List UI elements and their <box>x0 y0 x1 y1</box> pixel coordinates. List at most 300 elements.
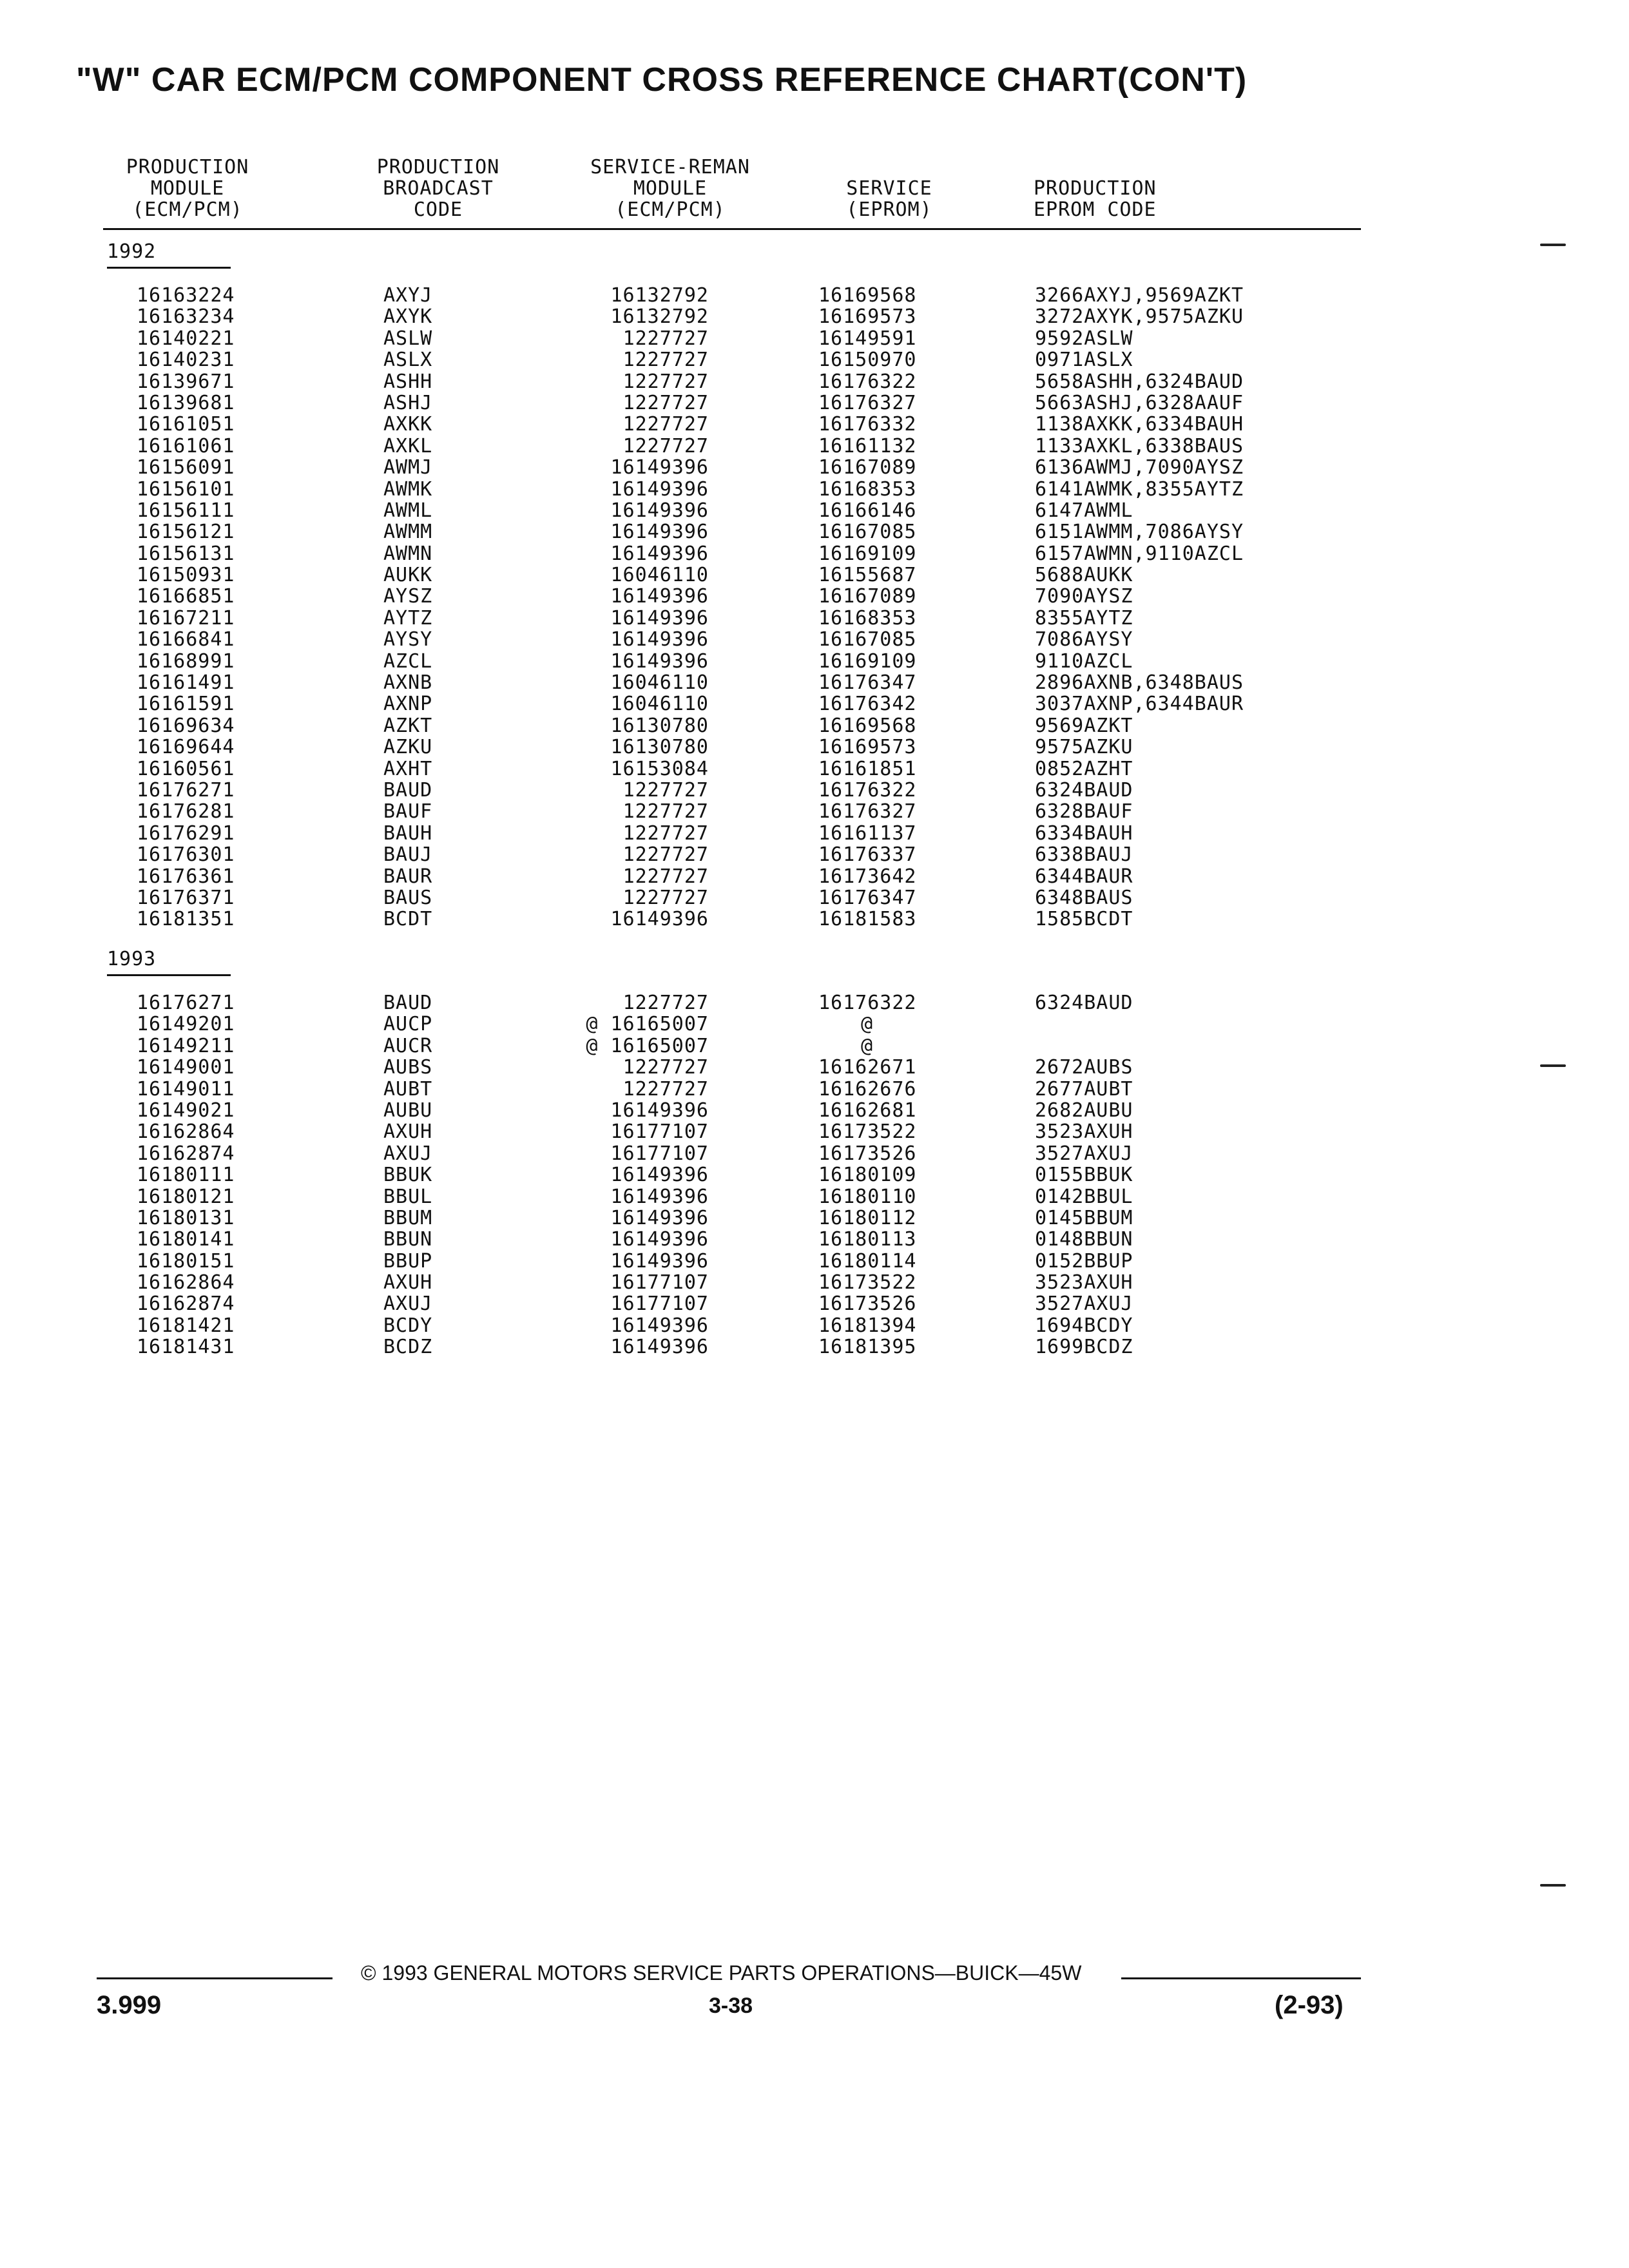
broadcast-code-cell: AXUJ <box>383 1293 433 1316</box>
production-module-cell: 16162864 <box>137 1120 235 1144</box>
broadcast-code-cell: BAUD <box>383 992 433 1014</box>
table-row <box>0 349 1629 370</box>
service-eprom-cell: 16169573 <box>818 305 917 329</box>
eprom-code-cell: 3523AXUH <box>1035 1120 1133 1144</box>
header-line: MODULE <box>633 177 708 200</box>
eprom-code-cell: 6147AWML <box>1035 499 1133 522</box>
production-module-cell: 16139681 <box>137 391 235 414</box>
eprom-code-cell: 0152BBUP <box>1035 1249 1133 1273</box>
production-module-cell: 16176271 <box>137 778 235 802</box>
production-module-cell: 16176291 <box>137 822 235 845</box>
table-row <box>0 629 1629 650</box>
table-row <box>0 457 1629 478</box>
table-row <box>0 564 1629 586</box>
eprom-code-cell: 3523AXUH <box>1035 1271 1133 1294</box>
production-module-cell: 16162864 <box>137 1271 235 1294</box>
service-reman-cell: 16149396 <box>610 1228 709 1251</box>
service-eprom-cell: 16176332 <box>818 413 917 436</box>
table-row <box>0 1164 1629 1186</box>
production-module-cell: 16180131 <box>137 1206 235 1229</box>
production-module-cell: 16162874 <box>137 1142 235 1165</box>
header-line: (ECM/PCM) <box>615 198 726 221</box>
table-row <box>0 758 1629 780</box>
table-row <box>0 543 1629 564</box>
service-eprom-cell: 16173522 <box>818 1120 917 1144</box>
service-eprom-cell: 16161132 <box>818 434 917 457</box>
service-reman-cell: 1227727 <box>622 800 709 823</box>
service-eprom-cell: 16169568 <box>818 284 917 307</box>
service-eprom-cell: 16176322 <box>818 370 917 393</box>
table-row <box>0 1143 1629 1164</box>
broadcast-code-cell: BBUN <box>383 1228 433 1251</box>
service-reman-cell: 16149396 <box>610 628 709 651</box>
service-eprom-cell: 16176322 <box>818 992 917 1014</box>
service-eprom-cell: 16181394 <box>818 1314 917 1337</box>
table-row <box>0 1251 1629 1272</box>
production-module-cell: 16176281 <box>137 800 235 823</box>
broadcast-code-cell: AXUH <box>383 1271 433 1294</box>
header-service-reman <box>567 157 773 220</box>
eprom-code-cell: 6324BAUD <box>1035 778 1133 802</box>
broadcast-code-cell: AYTZ <box>383 606 433 629</box>
service-eprom-cell: 16168353 <box>818 477 917 501</box>
service-reman-cell: 16149396 <box>610 1314 709 1337</box>
broadcast-code-cell: BAUJ <box>383 843 433 867</box>
service-eprom-cell: 16155687 <box>818 564 917 587</box>
service-reman-cell: 16132792 <box>610 305 709 329</box>
service-eprom-cell: 16176322 <box>818 778 917 802</box>
table-row <box>0 651 1629 672</box>
broadcast-code-cell: BBUM <box>383 1206 433 1229</box>
service-eprom-cell: 16176347 <box>818 886 917 909</box>
service-eprom-cell: 16167085 <box>818 521 917 544</box>
broadcast-code-cell: AZCL <box>383 649 433 673</box>
production-module-cell: 16161491 <box>137 671 235 695</box>
service-reman-cell: 16177107 <box>610 1271 709 1294</box>
section-year-1992: 1992 <box>107 240 157 263</box>
service-reman-cell: 16149396 <box>610 1164 709 1187</box>
production-module-cell: 16156091 <box>137 456 235 479</box>
service-eprom-cell: 16180113 <box>818 1228 917 1251</box>
header-eprom-code <box>1034 178 1291 220</box>
eprom-code-cell: 6151AWMM,7086AYSY <box>1035 521 1244 544</box>
production-module-cell: 16180111 <box>137 1164 235 1187</box>
service-eprom-cell: 16169109 <box>818 542 917 565</box>
broadcast-code-cell: BBUL <box>383 1185 433 1208</box>
footer-rule-right <box>1121 1977 1361 1979</box>
service-reman-cell: @ 16165007 <box>586 1034 709 1057</box>
broadcast-code-cell: AZKT <box>383 714 433 737</box>
table-row <box>0 736 1629 758</box>
production-module-cell: 16181421 <box>137 1314 235 1337</box>
table-row <box>0 780 1629 801</box>
service-reman-cell: 16132792 <box>610 284 709 307</box>
broadcast-code-cell: AUCP <box>383 1013 433 1036</box>
table-row <box>0 479 1629 500</box>
production-module-cell: 16176361 <box>137 865 235 888</box>
broadcast-code-cell: AWMK <box>383 477 433 501</box>
production-module-cell: 16169634 <box>137 714 235 737</box>
table-row <box>0 521 1629 543</box>
eprom-code-cell: 3527AXUJ <box>1035 1293 1133 1316</box>
table-row <box>0 1186 1629 1207</box>
service-eprom-cell: 16181395 <box>818 1336 917 1359</box>
eprom-code-cell: 2896AXNB,6348BAUS <box>1035 671 1244 695</box>
table-row <box>0 371 1629 392</box>
table-row <box>0 414 1629 435</box>
service-reman-cell: 1227727 <box>622 370 709 393</box>
service-eprom-cell: 16167089 <box>818 585 917 608</box>
page-title: "W" CAR ECM/PCM COMPONENT CROSS REFERENCE CHART(CON'T) <box>76 61 1248 99</box>
service-eprom-cell: 16162676 <box>818 1077 917 1100</box>
table-row <box>0 1293 1629 1314</box>
service-eprom-cell: 16161851 <box>818 757 917 780</box>
section-year-1993: 1993 <box>107 948 157 970</box>
service-eprom-cell: 16180109 <box>818 1164 917 1187</box>
eprom-code-cell: 6328BAUF <box>1035 800 1133 823</box>
eprom-code-cell: 6136AWMJ,7090AYSZ <box>1035 456 1244 479</box>
footer-copyright: © 1993 GENERAL MOTORS SERVICE PARTS OPERATIONS—BUICK—45W <box>361 1961 1082 1984</box>
eprom-code-cell: 5688AUKK <box>1035 564 1133 587</box>
service-eprom-cell: 16176342 <box>818 693 917 716</box>
eprom-code-cell: 1699BCDZ <box>1035 1336 1133 1359</box>
broadcast-code-cell: BAUS <box>383 886 433 909</box>
eprom-code-cell: 1138AXKK,6334BAUH <box>1035 413 1244 436</box>
header-line: (EPROM) <box>846 198 932 221</box>
production-module-cell: 16180151 <box>137 1249 235 1273</box>
header-line: (ECM/PCM) <box>132 198 243 221</box>
broadcast-code-cell: AXUJ <box>383 1142 433 1165</box>
service-reman-cell: 1227727 <box>622 327 709 350</box>
service-eprom-cell: 16181583 <box>818 908 917 931</box>
service-reman-cell: 16149396 <box>610 908 709 931</box>
scan-mark <box>1540 1064 1566 1067</box>
table-row <box>0 1207 1629 1229</box>
service-eprom-cell: 16166146 <box>818 499 917 522</box>
service-reman-cell: 16130780 <box>610 736 709 759</box>
production-module-cell: 16156131 <box>137 542 235 565</box>
broadcast-code-cell: BBUK <box>383 1164 433 1187</box>
eprom-code-cell: 3037AXNP,6344BAUR <box>1035 693 1244 716</box>
production-module-cell: 16180121 <box>137 1185 235 1208</box>
service-reman-cell: 16153084 <box>610 757 709 780</box>
eprom-code-cell: 1694BCDY <box>1035 1314 1133 1337</box>
table-row <box>0 823 1629 844</box>
production-module-cell: 16149001 <box>137 1056 235 1079</box>
production-module-cell: 16163224 <box>137 284 235 307</box>
eprom-code-cell: 9110AZCL <box>1035 649 1133 673</box>
service-reman-cell: 1227727 <box>622 391 709 414</box>
eprom-code-cell: 0155BBUK <box>1035 1164 1133 1187</box>
eprom-code-cell: 3266AXYJ,9569AZKT <box>1035 284 1244 307</box>
service-eprom-cell: 16180110 <box>818 1185 917 1208</box>
broadcast-code-cell: AWMJ <box>383 456 433 479</box>
service-reman-cell: 16046110 <box>610 693 709 716</box>
eprom-code-cell: 9592ASLW <box>1035 327 1133 350</box>
production-module-cell: 16150931 <box>137 564 235 587</box>
service-reman-cell: 16177107 <box>610 1293 709 1316</box>
production-module-cell: 16140221 <box>137 327 235 350</box>
table-row <box>0 908 1629 930</box>
broadcast-code-cell: AUBU <box>383 1099 433 1122</box>
table-row <box>0 992 1629 1014</box>
broadcast-code-cell: AUKK <box>383 564 433 587</box>
production-module-cell: 16139671 <box>137 370 235 393</box>
production-module-cell: 16176271 <box>137 992 235 1014</box>
service-reman-cell: 16149396 <box>610 542 709 565</box>
production-module-cell: 16163234 <box>137 305 235 329</box>
eprom-code-cell: 0852AZHT <box>1035 757 1133 780</box>
service-reman-cell: 1227727 <box>622 1056 709 1079</box>
eprom-code-cell: 3272AXYK,9575AZKU <box>1035 305 1244 329</box>
production-module-cell: 16181431 <box>137 1336 235 1359</box>
year-underline <box>107 974 231 976</box>
table-row <box>0 1035 1629 1057</box>
production-module-cell: 16161051 <box>137 413 235 436</box>
service-reman-cell: 16149396 <box>610 521 709 544</box>
service-eprom-cell: 16173522 <box>818 1271 917 1294</box>
eprom-code-cell: 5658ASHH,6324BAUD <box>1035 370 1244 393</box>
service-reman-cell: 16130780 <box>610 714 709 737</box>
broadcast-code-cell: AXKK <box>383 413 433 436</box>
header-line: SERVICE <box>846 177 932 200</box>
year-underline <box>107 267 231 269</box>
service-eprom-cell: @ <box>861 1034 874 1057</box>
eprom-code-cell: 6348BAUS <box>1035 886 1133 909</box>
eprom-code-cell: 7086AYSY <box>1035 628 1133 651</box>
service-reman-cell: 16149396 <box>610 1336 709 1359</box>
eprom-code-cell: 0145BBUM <box>1035 1206 1133 1229</box>
production-module-cell: 16149211 <box>137 1034 235 1057</box>
eprom-code-cell: 1585BCDT <box>1035 908 1133 931</box>
service-reman-cell: @ 16165007 <box>586 1013 709 1036</box>
service-reman-cell: 16149396 <box>610 1206 709 1229</box>
header-line: CODE <box>413 198 463 221</box>
broadcast-code-cell: AXNB <box>383 671 433 695</box>
broadcast-code-cell: BCDZ <box>383 1336 433 1359</box>
footer-page-number: 3-38 <box>709 1994 753 2018</box>
header-divider <box>103 228 1361 230</box>
production-module-cell: 16149201 <box>137 1013 235 1036</box>
broadcast-code-cell: AZKU <box>383 736 433 759</box>
table-row <box>0 844 1629 865</box>
eprom-code-cell: 2672AUBS <box>1035 1056 1133 1079</box>
broadcast-code-cell: AYSY <box>383 628 433 651</box>
table-row <box>0 586 1629 607</box>
broadcast-code-cell: AYSZ <box>383 585 433 608</box>
table-row <box>0 500 1629 521</box>
broadcast-code-cell: BAUD <box>383 778 433 802</box>
broadcast-code-cell: BBUP <box>383 1249 433 1273</box>
production-module-cell: 16149011 <box>137 1077 235 1100</box>
eprom-code-cell: 9569AZKT <box>1035 714 1133 737</box>
service-reman-cell: 16149396 <box>610 1249 709 1273</box>
table-row <box>0 1100 1629 1121</box>
table-row <box>0 693 1629 715</box>
service-eprom-cell: 16169568 <box>818 714 917 737</box>
header-line: SERVICE-REMAN <box>590 156 750 178</box>
broadcast-code-cell: AUBT <box>383 1077 433 1100</box>
header-line: MODULE <box>150 177 225 200</box>
broadcast-code-cell: ASLW <box>383 327 433 350</box>
table-row <box>0 1079 1629 1100</box>
broadcast-code-cell: AWMM <box>383 521 433 544</box>
header-line: BROADCAST <box>383 177 494 200</box>
service-eprom-cell: 16169573 <box>818 736 917 759</box>
production-module-cell: 16156101 <box>137 477 235 501</box>
table-row <box>0 608 1629 629</box>
broadcast-code-cell: AUBS <box>383 1056 433 1079</box>
service-eprom-cell: 16149591 <box>818 327 917 350</box>
table-row <box>0 306 1629 327</box>
service-eprom-cell: @ <box>861 1013 874 1036</box>
table-row <box>0 801 1629 822</box>
service-reman-cell: 1227727 <box>622 886 709 909</box>
header-line: EPROM CODE <box>1034 198 1157 221</box>
service-eprom-cell: 16161137 <box>818 822 917 845</box>
service-eprom-cell: 16173642 <box>818 865 917 888</box>
service-reman-cell: 16149396 <box>610 585 709 608</box>
service-reman-cell: 1227727 <box>622 1077 709 1100</box>
service-eprom-cell: 16180112 <box>818 1206 917 1229</box>
eprom-code-cell: 6338BAUJ <box>1035 843 1133 867</box>
service-eprom-cell: 16180114 <box>818 1249 917 1273</box>
service-eprom-cell: 16173526 <box>818 1142 917 1165</box>
broadcast-code-cell: BAUF <box>383 800 433 823</box>
footer-section-number: 3.999 <box>97 1991 162 2019</box>
service-eprom-cell: 16167089 <box>818 456 917 479</box>
table-body-1992 <box>0 285 1629 930</box>
service-eprom-cell: 16169109 <box>818 649 917 673</box>
service-reman-cell: 16177107 <box>610 1142 709 1165</box>
production-module-cell: 16168991 <box>137 649 235 673</box>
production-module-cell: 16180141 <box>137 1228 235 1251</box>
eprom-code-cell: 3527AXUJ <box>1035 1142 1133 1165</box>
service-eprom-cell: 16176347 <box>818 671 917 695</box>
footer-date: (2-93) <box>1275 1991 1344 2019</box>
service-eprom-cell: 16176327 <box>818 391 917 414</box>
broadcast-code-cell: AXUH <box>383 1120 433 1144</box>
production-module-cell: 16169644 <box>137 736 235 759</box>
header-line: PRODUCTION <box>126 156 249 178</box>
eprom-code-cell: 5663ASHJ,6328AAUF <box>1035 391 1244 414</box>
table-row <box>0 1336 1629 1358</box>
production-module-cell: 16160561 <box>137 757 235 780</box>
eprom-code-cell: 6141AWMK,8355AYTZ <box>1035 477 1244 501</box>
table-row <box>0 1014 1629 1035</box>
table-row <box>0 672 1629 693</box>
service-reman-cell: 16149396 <box>610 649 709 673</box>
broadcast-code-cell: AXYJ <box>383 284 433 307</box>
service-reman-cell: 1227727 <box>622 822 709 845</box>
eprom-code-cell: 9575AZKU <box>1035 736 1133 759</box>
production-module-cell: 16166851 <box>137 585 235 608</box>
table-row <box>0 1315 1629 1336</box>
eprom-code-cell: 0971ASLX <box>1035 349 1133 372</box>
service-reman-cell: 1227727 <box>622 992 709 1014</box>
table-row <box>0 328 1629 349</box>
service-reman-cell: 16177107 <box>610 1120 709 1144</box>
eprom-code-cell: 6344BAUR <box>1035 865 1133 888</box>
broadcast-code-cell: AUCR <box>383 1034 433 1057</box>
broadcast-code-cell: AXKL <box>383 434 433 457</box>
service-eprom-cell: 16176327 <box>818 800 917 823</box>
broadcast-code-cell: BCDY <box>383 1314 433 1337</box>
table-body-1993 <box>0 992 1629 1358</box>
header-broadcast-code <box>335 157 541 220</box>
broadcast-code-cell: AWML <box>383 499 433 522</box>
service-reman-cell: 16046110 <box>610 671 709 695</box>
table-row <box>0 285 1629 306</box>
table-row <box>0 1272 1629 1293</box>
broadcast-code-cell: ASLX <box>383 349 433 372</box>
eprom-code-cell: 7090AYSZ <box>1035 585 1133 608</box>
production-module-cell: 16176371 <box>137 886 235 909</box>
table-row <box>0 392 1629 414</box>
eprom-code-cell: 2682AUBU <box>1035 1099 1133 1122</box>
table-row <box>0 1057 1629 1078</box>
service-eprom-cell: 16167085 <box>818 628 917 651</box>
broadcast-code-cell: AWMN <box>383 542 433 565</box>
header-production-module <box>107 157 268 220</box>
broadcast-code-cell: BAUR <box>383 865 433 888</box>
service-reman-cell: 16149396 <box>610 477 709 501</box>
production-module-cell: 16140231 <box>137 349 235 372</box>
table-row <box>0 436 1629 457</box>
service-reman-cell: 16149396 <box>610 456 709 479</box>
broadcast-code-cell: ASHH <box>383 370 433 393</box>
eprom-code-cell: 2677AUBT <box>1035 1077 1133 1100</box>
service-eprom-cell: 16162671 <box>818 1056 917 1079</box>
eprom-code-cell: 6157AWMN,9110AZCL <box>1035 542 1244 565</box>
footer-rule-left <box>97 1977 333 1979</box>
header-line: PRODUCTION <box>376 156 500 178</box>
table-row <box>0 1121 1629 1142</box>
service-eprom-cell: 16173526 <box>818 1293 917 1316</box>
service-reman-cell: 1227727 <box>622 843 709 867</box>
service-reman-cell: 16149396 <box>610 606 709 629</box>
production-module-cell: 16156111 <box>137 499 235 522</box>
production-module-cell: 16176301 <box>137 843 235 867</box>
eprom-code-cell: 8355AYTZ <box>1035 606 1133 629</box>
broadcast-code-cell: AXHT <box>383 757 433 780</box>
service-reman-cell: 1227727 <box>622 865 709 888</box>
production-module-cell: 16161591 <box>137 693 235 716</box>
service-eprom-cell: 16150970 <box>818 349 917 372</box>
scan-mark <box>1540 1884 1566 1887</box>
header-line: PRODUCTION <box>1034 177 1157 200</box>
broadcast-code-cell: ASHJ <box>383 391 433 414</box>
service-reman-cell: 16149396 <box>610 1185 709 1208</box>
table-row <box>0 866 1629 887</box>
production-module-cell: 16167211 <box>137 606 235 629</box>
production-module-cell: 16149021 <box>137 1099 235 1122</box>
scan-mark <box>1540 244 1566 246</box>
broadcast-code-cell: BCDT <box>383 908 433 931</box>
table-row <box>0 887 1629 908</box>
production-module-cell: 16181351 <box>137 908 235 931</box>
table-row <box>0 715 1629 736</box>
service-reman-cell: 1227727 <box>622 349 709 372</box>
service-eprom-cell: 16162681 <box>818 1099 917 1122</box>
service-reman-cell: 16149396 <box>610 1099 709 1122</box>
table-row <box>0 1229 1629 1250</box>
service-reman-cell: 1227727 <box>622 778 709 802</box>
service-reman-cell: 1227727 <box>622 413 709 436</box>
eprom-code-cell: 6334BAUH <box>1035 822 1133 845</box>
eprom-code-cell: 6324BAUD <box>1035 992 1133 1014</box>
broadcast-code-cell: AXNP <box>383 693 433 716</box>
